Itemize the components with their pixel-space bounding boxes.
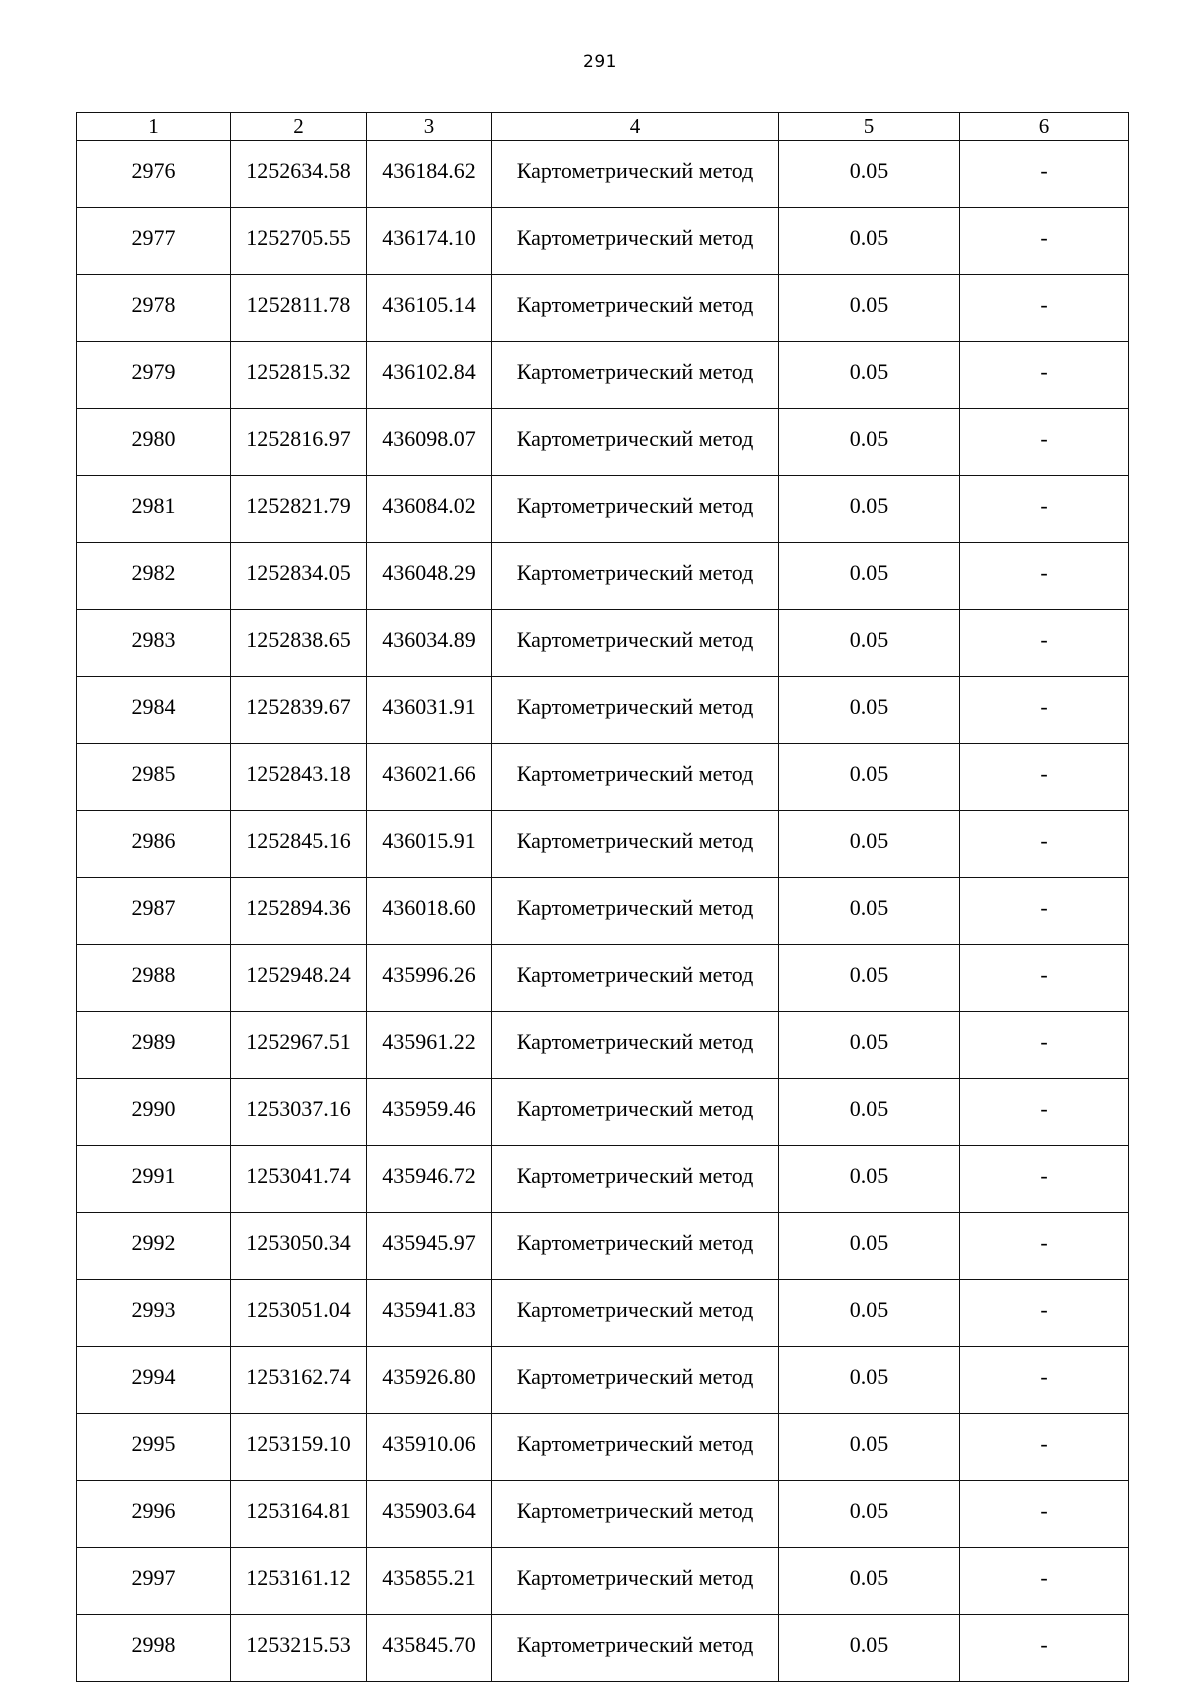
point-number-cell: 2978 — [77, 275, 231, 342]
method-cell: Картометрический метод — [492, 409, 779, 476]
accuracy-cell: 0.05 — [779, 141, 960, 208]
table-row — [77, 543, 1129, 610]
table-row — [77, 1414, 1129, 1481]
accuracy-cell: 0.05 — [779, 1012, 960, 1079]
note-cell: - — [960, 141, 1129, 208]
x-coordinate-cell: 1252967.51 — [231, 1012, 367, 1079]
table-row — [77, 677, 1129, 744]
note-cell: - — [960, 945, 1129, 1012]
x-coordinate-cell: 1253051.04 — [231, 1280, 367, 1347]
note-cell: - — [960, 744, 1129, 811]
method-cell: Картометрический метод — [492, 1615, 779, 1682]
note-cell: - — [960, 476, 1129, 543]
x-coordinate-cell: 1252834.05 — [231, 543, 367, 610]
x-coordinate-cell: 1253161.12 — [231, 1548, 367, 1615]
y-coordinate-cell: 436021.66 — [367, 744, 492, 811]
method-cell: Картометрический метод — [492, 275, 779, 342]
y-coordinate-cell: 435845.70 — [367, 1615, 492, 1682]
note-cell: - — [960, 878, 1129, 945]
x-coordinate-cell: 1253164.81 — [231, 1481, 367, 1548]
y-coordinate-cell: 435910.06 — [367, 1414, 492, 1481]
method-cell: Картометрический метод — [492, 744, 779, 811]
x-coordinate-cell: 1252843.18 — [231, 744, 367, 811]
table-row — [77, 878, 1129, 945]
column-header: 5 — [779, 113, 960, 141]
note-cell: - — [960, 208, 1129, 275]
column-header: 1 — [77, 113, 231, 141]
x-coordinate-cell: 1252705.55 — [231, 208, 367, 275]
note-cell: - — [960, 543, 1129, 610]
table-row — [77, 1615, 1129, 1682]
x-coordinate-cell: 1252815.32 — [231, 342, 367, 409]
table-row — [77, 1280, 1129, 1347]
y-coordinate-cell: 436105.14 — [367, 275, 492, 342]
note-cell: - — [960, 1213, 1129, 1280]
accuracy-cell: 0.05 — [779, 1615, 960, 1682]
table-row — [77, 744, 1129, 811]
table-row — [77, 1548, 1129, 1615]
method-cell: Картометрический метод — [492, 811, 779, 878]
table-header-row — [77, 113, 1129, 141]
table-row — [77, 945, 1129, 1012]
accuracy-cell: 0.05 — [779, 543, 960, 610]
note-cell: - — [960, 811, 1129, 878]
point-number-cell: 2986 — [77, 811, 231, 878]
point-number-cell: 2980 — [77, 409, 231, 476]
note-cell: - — [960, 1280, 1129, 1347]
table-row — [77, 141, 1129, 208]
method-cell: Картометрический метод — [492, 1146, 779, 1213]
accuracy-cell: 0.05 — [779, 945, 960, 1012]
point-number-cell: 2983 — [77, 610, 231, 677]
y-coordinate-cell: 435996.26 — [367, 945, 492, 1012]
accuracy-cell: 0.05 — [779, 1347, 960, 1414]
y-coordinate-cell: 436015.91 — [367, 811, 492, 878]
accuracy-cell: 0.05 — [779, 744, 960, 811]
point-number-cell: 2981 — [77, 476, 231, 543]
point-number-cell: 2995 — [77, 1414, 231, 1481]
note-cell: - — [960, 275, 1129, 342]
point-number-cell: 2994 — [77, 1347, 231, 1414]
table-row — [77, 1481, 1129, 1548]
point-number-cell: 2977 — [77, 208, 231, 275]
x-coordinate-cell: 1252811.78 — [231, 275, 367, 342]
accuracy-cell: 0.05 — [779, 1146, 960, 1213]
method-cell: Картометрический метод — [492, 1012, 779, 1079]
table-row — [77, 811, 1129, 878]
point-number-cell: 2989 — [77, 1012, 231, 1079]
method-cell: Картометрический метод — [492, 1347, 779, 1414]
note-cell: - — [960, 1079, 1129, 1146]
point-number-cell: 2976 — [77, 141, 231, 208]
column-header: 4 — [492, 113, 779, 141]
y-coordinate-cell: 435855.21 — [367, 1548, 492, 1615]
y-coordinate-cell: 435945.97 — [367, 1213, 492, 1280]
y-coordinate-cell: 436031.91 — [367, 677, 492, 744]
point-number-cell: 2982 — [77, 543, 231, 610]
x-coordinate-cell: 1253037.16 — [231, 1079, 367, 1146]
coordinates-table — [76, 112, 1129, 1682]
point-number-cell: 2998 — [77, 1615, 231, 1682]
method-cell: Картометрический метод — [492, 878, 779, 945]
table-body — [77, 141, 1129, 1682]
x-coordinate-cell: 1253215.53 — [231, 1615, 367, 1682]
x-coordinate-cell: 1252845.16 — [231, 811, 367, 878]
note-cell: - — [960, 1615, 1129, 1682]
point-number-cell: 2991 — [77, 1146, 231, 1213]
method-cell: Картометрический метод — [492, 1079, 779, 1146]
x-coordinate-cell: 1253162.74 — [231, 1347, 367, 1414]
accuracy-cell: 0.05 — [779, 1548, 960, 1615]
method-cell: Картометрический метод — [492, 342, 779, 409]
accuracy-cell: 0.05 — [779, 1213, 960, 1280]
column-header: 2 — [231, 113, 367, 141]
note-cell: - — [960, 1012, 1129, 1079]
point-number-cell: 2985 — [77, 744, 231, 811]
method-cell: Картометрический метод — [492, 945, 779, 1012]
y-coordinate-cell: 436098.07 — [367, 409, 492, 476]
table-row — [77, 1079, 1129, 1146]
accuracy-cell: 0.05 — [779, 1280, 960, 1347]
table-row — [77, 275, 1129, 342]
note-cell: - — [960, 342, 1129, 409]
accuracy-cell: 0.05 — [779, 878, 960, 945]
y-coordinate-cell: 435961.22 — [367, 1012, 492, 1079]
page-number: 291 — [583, 52, 617, 72]
note-cell: - — [960, 1481, 1129, 1548]
y-coordinate-cell: 435959.46 — [367, 1079, 492, 1146]
accuracy-cell: 0.05 — [779, 1414, 960, 1481]
x-coordinate-cell: 1252948.24 — [231, 945, 367, 1012]
note-cell: - — [960, 409, 1129, 476]
y-coordinate-cell: 436184.62 — [367, 141, 492, 208]
y-coordinate-cell: 436174.10 — [367, 208, 492, 275]
y-coordinate-cell: 436084.02 — [367, 476, 492, 543]
x-coordinate-cell: 1252816.97 — [231, 409, 367, 476]
y-coordinate-cell: 436102.84 — [367, 342, 492, 409]
y-coordinate-cell: 435903.64 — [367, 1481, 492, 1548]
x-coordinate-cell: 1252821.79 — [231, 476, 367, 543]
table-row — [77, 476, 1129, 543]
method-cell: Картометрический метод — [492, 1213, 779, 1280]
table-row — [77, 1012, 1129, 1079]
y-coordinate-cell: 436048.29 — [367, 543, 492, 610]
table-row — [77, 1146, 1129, 1213]
column-header: 3 — [367, 113, 492, 141]
method-cell: Картометрический метод — [492, 1548, 779, 1615]
note-cell: - — [960, 1548, 1129, 1615]
x-coordinate-cell: 1252838.65 — [231, 610, 367, 677]
point-number-cell: 2984 — [77, 677, 231, 744]
accuracy-cell: 0.05 — [779, 275, 960, 342]
table-row — [77, 1213, 1129, 1280]
method-cell: Картометрический метод — [492, 141, 779, 208]
method-cell: Картометрический метод — [492, 476, 779, 543]
point-number-cell: 2987 — [77, 878, 231, 945]
method-cell: Картометрический метод — [492, 1414, 779, 1481]
x-coordinate-cell: 1253050.34 — [231, 1213, 367, 1280]
x-coordinate-cell: 1252839.67 — [231, 677, 367, 744]
point-number-cell: 2993 — [77, 1280, 231, 1347]
method-cell: Картометрический метод — [492, 208, 779, 275]
note-cell: - — [960, 1347, 1129, 1414]
y-coordinate-cell: 436034.89 — [367, 610, 492, 677]
accuracy-cell: 0.05 — [779, 811, 960, 878]
method-cell: Картометрический метод — [492, 1481, 779, 1548]
accuracy-cell: 0.05 — [779, 342, 960, 409]
accuracy-cell: 0.05 — [779, 610, 960, 677]
method-cell: Картометрический метод — [492, 677, 779, 744]
table-row — [77, 610, 1129, 677]
point-number-cell: 2996 — [77, 1481, 231, 1548]
method-cell: Картометрический метод — [492, 543, 779, 610]
method-cell: Картометрический метод — [492, 1280, 779, 1347]
accuracy-cell: 0.05 — [779, 1079, 960, 1146]
x-coordinate-cell: 1253041.74 — [231, 1146, 367, 1213]
table-row — [77, 208, 1129, 275]
x-coordinate-cell: 1252894.36 — [231, 878, 367, 945]
point-number-cell: 2992 — [77, 1213, 231, 1280]
note-cell: - — [960, 1414, 1129, 1481]
accuracy-cell: 0.05 — [779, 1481, 960, 1548]
y-coordinate-cell: 435926.80 — [367, 1347, 492, 1414]
note-cell: - — [960, 677, 1129, 744]
accuracy-cell: 0.05 — [779, 208, 960, 275]
note-cell: - — [960, 1146, 1129, 1213]
point-number-cell: 2997 — [77, 1548, 231, 1615]
accuracy-cell: 0.05 — [779, 476, 960, 543]
table-row — [77, 409, 1129, 476]
point-number-cell: 2988 — [77, 945, 231, 1012]
accuracy-cell: 0.05 — [779, 677, 960, 744]
point-number-cell: 2979 — [77, 342, 231, 409]
point-number-cell: 2990 — [77, 1079, 231, 1146]
y-coordinate-cell: 435946.72 — [367, 1146, 492, 1213]
table-row — [77, 1347, 1129, 1414]
column-header: 6 — [960, 113, 1129, 141]
x-coordinate-cell: 1252634.58 — [231, 141, 367, 208]
x-coordinate-cell: 1253159.10 — [231, 1414, 367, 1481]
method-cell: Картометрический метод — [492, 610, 779, 677]
table-row — [77, 342, 1129, 409]
accuracy-cell: 0.05 — [779, 409, 960, 476]
y-coordinate-cell: 435941.83 — [367, 1280, 492, 1347]
y-coordinate-cell: 436018.60 — [367, 878, 492, 945]
note-cell: - — [960, 610, 1129, 677]
